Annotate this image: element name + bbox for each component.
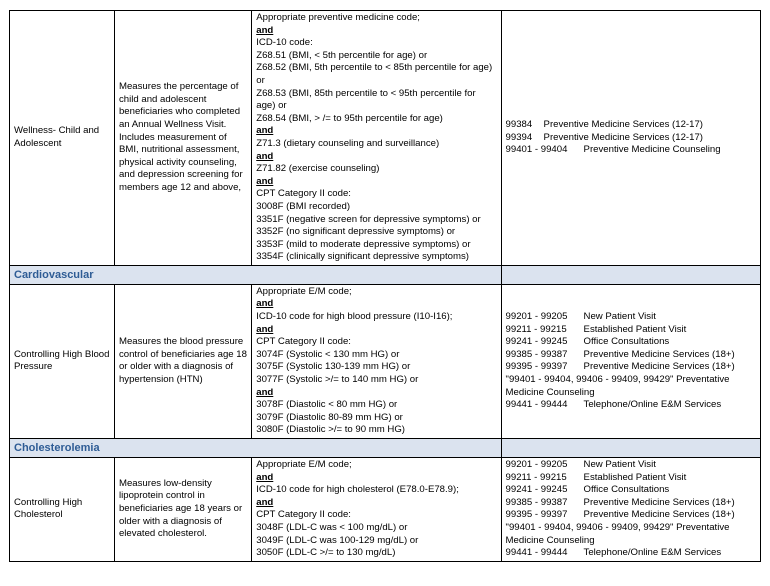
cpt-description: Office Consultations — [583, 484, 670, 496]
cpt-code: 99401 - 99404 — [505, 144, 568, 156]
cpt-code: 99241 - 99245 — [505, 484, 568, 496]
cpt-code-line — [506, 497, 756, 510]
criteria-cell — [252, 284, 501, 438]
cpt-code: 99385 - 99387 — [505, 496, 568, 508]
criteria-cell — [252, 11, 501, 266]
criteria-line: 3077F (Systolic >/= to 140 mm HG) or — [256, 374, 419, 386]
cpt-code-line — [506, 336, 756, 349]
criteria-line: Z71.3 (dietary counseling and surveillance) — [256, 137, 440, 149]
table-row-wellness — [10, 11, 761, 266]
criteria-and: and — [256, 175, 274, 187]
criteria-line: 3354F (clinically significant depressive symptoms) — [256, 251, 469, 263]
criteria-line: 3353F (mild to moderate depressive symptoms) or — [256, 238, 471, 250]
cpt-description: Office Consultations — [583, 336, 670, 348]
section-heading: Cardiovascular — [10, 265, 502, 284]
criteria-line: 3078F (Diastolic < 80 mm HG) or — [256, 399, 398, 411]
cpt-description: Preventive Medicine Services (18+) — [583, 348, 735, 360]
cpt-code: 99384 — [505, 119, 533, 131]
criteria-line: 3074F (Systolic < 130 mm HG) or — [256, 348, 400, 360]
criteria-and: and — [256, 24, 274, 36]
measure-name: Controlling High Blood Pressure — [10, 284, 115, 438]
cpt-code-line — [506, 459, 756, 472]
criteria-line: ICD-10 code: — [256, 37, 313, 49]
cpt-code-line — [506, 311, 756, 324]
table-row-blood-pressure — [10, 284, 761, 438]
criteria-line: CPT Category II code: — [256, 188, 351, 200]
criteria-line: 3050F (LDL-C >/= to 130 mg/dL) — [256, 547, 396, 559]
criteria-cell — [252, 458, 501, 562]
cpt-description: Preventive Medicine Services (12-17) — [543, 131, 703, 143]
cpt-code: 99441 - 99444 — [505, 399, 568, 411]
criteria-and: and — [256, 298, 274, 310]
cpt-code-line — [506, 509, 756, 522]
measure-name: Wellness- Child and Adolescent — [10, 11, 115, 266]
cpt-description: Preventive Medicine Services (12-17) — [543, 119, 703, 131]
criteria-line: 3048F (LDL-C was < 100 mg/dL) or — [256, 521, 408, 533]
cpt-note: "99401 - 99404, 99406 - 99409, 99429" Preventative Medicine Counseling — [505, 521, 730, 546]
cpt-code-line — [506, 119, 756, 132]
criteria-and: and — [256, 150, 274, 162]
cpt-description: New Patient Visit — [583, 311, 656, 323]
cpt-description: New Patient Visit — [583, 459, 656, 470]
criteria-line: 3351F (negative screen for depressive symptoms) or — [256, 213, 481, 225]
cpt-code: 99201 - 99205 — [505, 459, 568, 470]
criteria-and: and — [256, 386, 274, 398]
criteria-line: 3049F (LDL-C was 100-129 mg/dL) or — [256, 534, 419, 546]
cpt-code: 99441 - 99444 — [505, 547, 568, 559]
criteria-line: CPT Category II code: — [256, 509, 351, 521]
criteria-and: and — [256, 125, 274, 137]
measure-description: Measures the blood pressure control of beneficiaries age 18 or older with a diagnosis of hypertension (HTN) — [114, 284, 251, 438]
criteria-line: 3080F (Diastolic >/= to 90 mm HG) — [256, 424, 405, 436]
cpt-description: Telephone/Online E&M Services — [583, 399, 722, 411]
criteria-line: Appropriate preventive medicine code; — [256, 12, 420, 23]
criteria-and: and — [256, 496, 274, 508]
cpt-description: Preventive Medicine Services (18+) — [583, 509, 735, 521]
criteria-line: 3008F (BMI recorded) — [256, 200, 351, 212]
measure-description: Measures low-density lipoprotein control in beneficiaries age 18 years or older with a diagnosis of elevated cholesterol. — [114, 458, 251, 562]
measure-name: Controlling High Cholesterol — [10, 458, 115, 562]
criteria-line: 3079F (Diastolic 80-89 mm HG) or — [256, 411, 403, 423]
criteria-line: Z68.52 (BMI, 5th percentile to < 85th percentile for age) or — [256, 62, 493, 86]
cpt-code-line — [506, 484, 756, 497]
cpt-code: 99211 - 99215 — [505, 323, 567, 335]
criteria-line: Z68.51 (BMI, < 5th percentile for age) or — [256, 49, 428, 61]
table-row-cholesterol — [10, 458, 761, 562]
criteria-line: CPT Category II code: — [256, 336, 351, 348]
criteria-and: and — [256, 471, 274, 483]
section-row-cardiovascular — [10, 265, 761, 284]
criteria-line: 3075F (Systolic 130-139 mm HG) or — [256, 361, 411, 373]
cpt-cell — [501, 284, 760, 438]
section-empty-cell — [501, 439, 760, 458]
cpt-description: Established Patient Visit — [583, 323, 687, 335]
cpt-code: 99211 - 99215 — [505, 471, 567, 483]
criteria-and: and — [256, 323, 274, 335]
cpt-description: Preventive Medicine Services (18+) — [583, 361, 735, 373]
cpt-code: 99394 — [505, 131, 533, 143]
cpt-code-line — [506, 547, 756, 560]
cpt-cell — [501, 458, 760, 562]
cpt-description: Preventive Medicine Services (18+) — [583, 496, 735, 508]
criteria-line: Z68.53 (BMI, 85th percentile to < 95th percentile for age) or — [256, 87, 476, 112]
cpt-description: Preventive Medicine Counseling — [583, 144, 721, 156]
cpt-code: 99395 - 99397 — [505, 361, 568, 373]
cpt-code: 99385 - 99387 — [505, 348, 568, 360]
section-heading: Cholesterolemia — [10, 439, 502, 458]
cpt-code-line — [506, 349, 756, 362]
section-empty-cell — [501, 265, 760, 284]
criteria-line: Appropriate E/M code; — [256, 459, 352, 470]
cpt-description: Telephone/Online E&M Services — [583, 547, 722, 559]
section-row-cholesterolemia — [10, 439, 761, 458]
cpt-note: "99401 - 99404, 99406 - 99409, 99429" Preventative Medicine Counseling — [505, 374, 730, 398]
cpt-cell — [501, 11, 760, 266]
cpt-code-line — [506, 361, 756, 374]
cpt-code: 99395 - 99397 — [505, 509, 568, 521]
cpt-description: Established Patient Visit — [583, 471, 687, 483]
criteria-line: Z71.82 (exercise counseling) — [256, 163, 380, 175]
cpt-code-line — [506, 399, 756, 412]
cpt-code-line — [506, 132, 756, 145]
criteria-line: 3352F (no significant depressive symptoms) or — [256, 226, 456, 238]
criteria-line: Appropriate E/M code; — [256, 285, 352, 297]
cpt-code: 99201 - 99205 — [505, 311, 568, 323]
measure-description: Measures the percentage of child and adolescent beneficiaries who completed an Annual Wellness Visit. Includes measurement of BMI, nutritional assessment, physical activity counseling, and depression screening for members age 12 and above, — [114, 11, 251, 266]
cpt-code-line — [506, 324, 756, 337]
quality-measures-table — [9, 10, 761, 562]
cpt-code-line — [506, 144, 756, 157]
cpt-code: 99241 - 99245 — [505, 336, 568, 348]
criteria-line: ICD-10 code for high blood pressure (I10-I16); — [256, 311, 453, 323]
cpt-code-line — [506, 472, 756, 485]
criteria-line: Z68.54 (BMI, > /= to 95th percentile for age) — [256, 112, 443, 124]
criteria-line: ICD-10 code for high cholesterol (E78.0-E78.9); — [256, 484, 459, 496]
